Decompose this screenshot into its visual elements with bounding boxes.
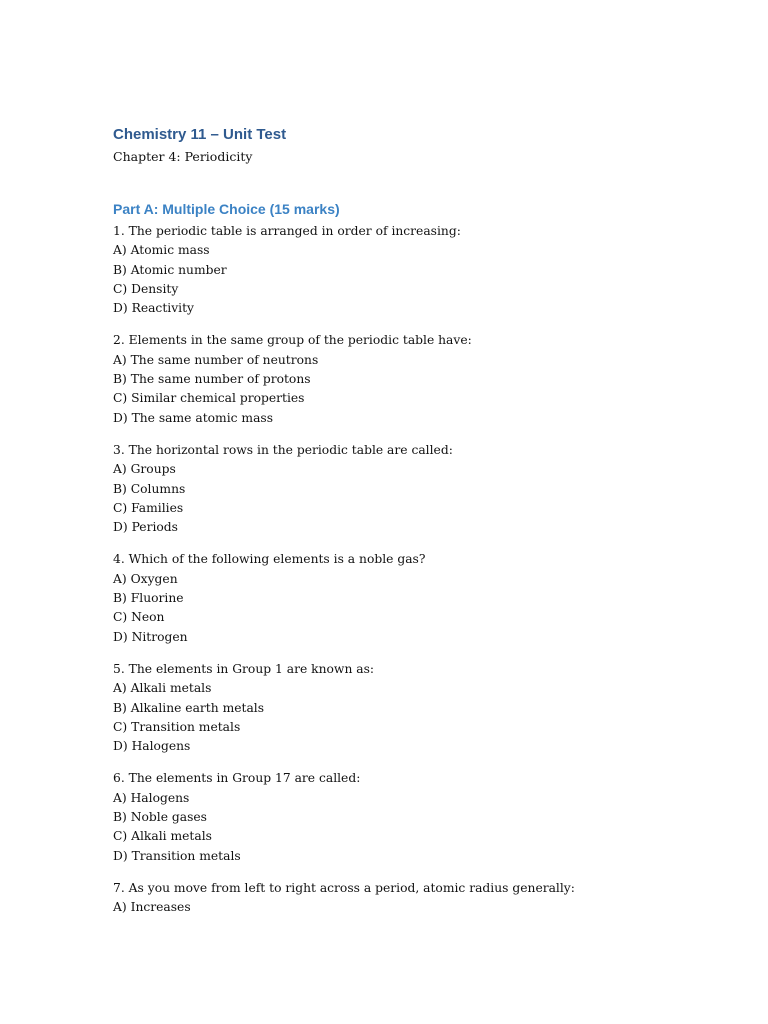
answer-option: D) Periods (113, 520, 178, 535)
answer-option: D) Transition metals (113, 848, 241, 863)
question-5 (113, 660, 713, 756)
document-title: Chemistry 11 – Unit Test (113, 126, 287, 143)
answer-option: A) Alkali metals (113, 681, 212, 696)
question-list (113, 222, 713, 918)
question-text: 2. Elements in the same group of the periodic table have: (113, 333, 472, 348)
question-3 (113, 441, 713, 537)
answer-option: B) Noble gases (113, 810, 207, 825)
answer-option: D) Reactivity (113, 301, 194, 316)
answer-option: B) Fluorine (113, 591, 184, 606)
question-7 (113, 879, 713, 918)
answer-option: D) The same atomic mass (113, 410, 274, 425)
answer-option: B) Atomic number (113, 262, 227, 277)
answer-option: C) Transition metals (113, 719, 241, 734)
answer-option: A) Increases (113, 900, 191, 915)
question-text: 1. The periodic table is arranged in order of increasing: (113, 224, 461, 238)
answer-option: B) The same number of protons (113, 372, 311, 387)
question-text: 3. The horizontal rows in the periodic table are called: (113, 442, 453, 457)
answer-option: A) Atomic mass (113, 243, 210, 258)
question-6 (113, 769, 713, 865)
document-subtitle: Chapter 4: Periodicity (113, 149, 253, 164)
question-4 (113, 550, 713, 646)
part-a-heading: Part A: Multiple Choice (15 marks) (113, 201, 340, 217)
answer-option: C) Alkali metals (113, 829, 212, 844)
answer-option: B) Alkaline earth metals (113, 700, 265, 715)
answer-option: A) Oxygen (113, 571, 178, 586)
question-text: 5. The elements in Group 1 are known as: (113, 661, 375, 676)
answer-option: C) Similar chemical properties (113, 391, 305, 406)
answer-option: C) Families (113, 500, 184, 515)
answer-option: C) Neon (113, 610, 165, 625)
question-text: 4. Which of the following elements is a noble gas? (113, 552, 426, 567)
answer-option: A) Halogens (113, 790, 190, 805)
answer-option: A) The same number of neutrons (113, 352, 319, 367)
question-text: 7. As you move from left to right across a period, atomic radius generally: (113, 880, 575, 895)
answer-option: A) Groups (113, 462, 176, 477)
question-1 (113, 222, 713, 318)
question-2 (113, 331, 713, 427)
answer-option: C) Density (113, 281, 179, 296)
answer-option: D) Halogens (113, 739, 191, 754)
question-text: 6. The elements in Group 17 are called: (113, 771, 361, 786)
document-page (113, 124, 713, 931)
answer-option: B) Columns (113, 481, 186, 496)
answer-option: D) Nitrogen (113, 629, 188, 644)
